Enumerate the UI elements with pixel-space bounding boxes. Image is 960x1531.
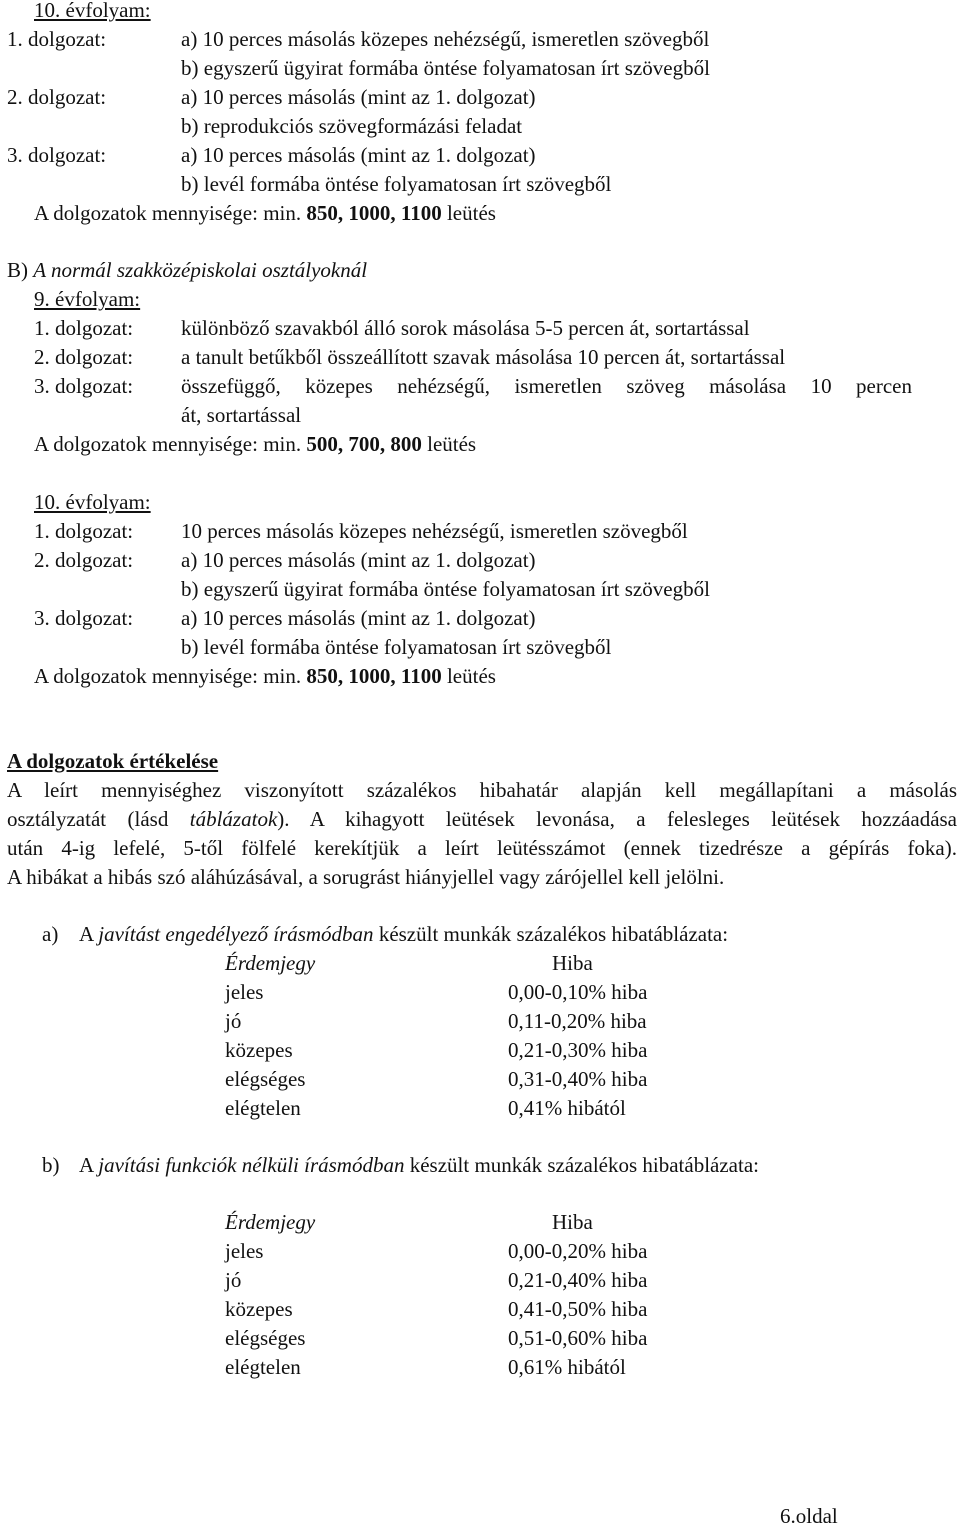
quantity-values: 850, 1000, 1100 <box>306 201 442 225</box>
grade-cell: elégtelen <box>225 1355 301 1379</box>
caption-text: készült munkák százalékos hibatáblázata: <box>404 1153 759 1177</box>
test-label: 2. dolgozat: <box>34 548 134 572</box>
error-cell: 0,51-0,60% hiba <box>508 1326 648 1350</box>
table-a-col-grade: Érdemjegy <box>225 951 316 975</box>
test-description: b) egyszerű ügyirat formába öntése folyamatosan írt szövegből <box>181 56 710 80</box>
grade-cell: elégséges <box>225 1067 306 1091</box>
grade-cell: elégséges <box>225 1326 306 1350</box>
test-description: a) 10 perces másolás közepes nehézségű, ismeretlen szövegből <box>181 27 710 51</box>
error-cell: 0,21-0,40% hiba <box>508 1268 648 1292</box>
grade-cell: elégtelen <box>225 1096 301 1120</box>
error-cell: 0,21-0,30% hiba <box>508 1038 648 1062</box>
grade-cell: jeles <box>225 980 264 1004</box>
test-description-continued: át, sortartással <box>181 403 302 427</box>
error-cell: 0,61% hibától <box>508 1355 626 1379</box>
quantity-prefix: A dolgozatok mennyisége: min. <box>34 432 307 456</box>
quantity-prefix: A dolgozatok mennyisége: min. <box>34 201 307 225</box>
error-cell: 0,11-0,20% hiba <box>508 1009 647 1033</box>
quantity-line <box>34 430 476 459</box>
test-label: 1. dolgozat: <box>34 316 134 340</box>
section-b-title: A normál szakközépiskolai osztályoknál <box>33 258 368 282</box>
test-label: 3. dolgozat: <box>34 374 134 398</box>
table-a-col-error: Hiba <box>552 951 593 975</box>
test-description: b) levél formába öntése folyamatosan írt szövegből <box>181 172 612 196</box>
quantity-line <box>34 199 496 228</box>
table-a-caption <box>79 920 728 949</box>
table-b-marker: b) <box>42 1153 60 1177</box>
evaluation-text: osztályzatát (lásd <box>7 807 190 831</box>
test-description: összefüggő, közepes nehézségű, ismeretlen szöveg másolása 10 percen <box>181 374 912 398</box>
error-cell: 0,41% hibától <box>508 1096 626 1120</box>
test-description: b) egyszerű ügyirat formába öntése folyamatosan írt szövegből <box>181 577 710 601</box>
grade-cell: jó <box>225 1268 242 1292</box>
evaluation-text: ). A kihagyott leütések levonása, a felesleges leütések hozzáadása <box>277 807 958 831</box>
quantity-values: 500, 700, 800 <box>306 432 422 456</box>
quantity-prefix: A dolgozatok mennyisége: min. <box>34 664 307 688</box>
test-description: a) 10 perces másolás (mint az 1. dolgozat) <box>181 143 536 167</box>
evaluation-paragraph-line: A leírt mennyiséghez viszonyított százalékos hibahatár alapján kell megállapítani a másolás <box>7 778 957 802</box>
year-heading-9: 9. évfolyam: <box>34 287 141 311</box>
caption-italic: javítást engedélyező írásmódban <box>98 922 374 946</box>
test-label: 2. dolgozat: <box>7 85 107 109</box>
error-cell: 0,41-0,50% hiba <box>508 1297 648 1321</box>
caption-text: A <box>79 1153 99 1177</box>
test-description: a) 10 perces másolás (mint az 1. dolgozat) <box>181 606 536 630</box>
test-label: 3. dolgozat: <box>34 606 134 630</box>
quantity-values: 850, 1000, 1100 <box>306 664 442 688</box>
error-cell: 0,00-0,10% hiba <box>508 980 648 1004</box>
quantity-suffix: leütés <box>441 201 496 225</box>
test-description: a) 10 perces másolás (mint az 1. dolgozat) <box>181 85 536 109</box>
test-label: 1. dolgozat: <box>7 27 107 51</box>
year-heading-10: 10. évfolyam: <box>34 490 151 514</box>
grade-cell: jó <box>225 1009 242 1033</box>
evaluation-paragraph-line: A hibákat a hibás szó aláhúzásával, a sorugrást hiányjellel vagy zárójellel kell jelölni. <box>7 865 725 889</box>
grade-cell: közepes <box>225 1038 293 1062</box>
test-label: 1. dolgozat: <box>34 519 134 543</box>
evaluation-text-italic: táblázatok <box>189 807 278 831</box>
caption-text: A <box>79 922 99 946</box>
test-label: 3. dolgozat: <box>7 143 107 167</box>
caption-italic: javítási funkciók nélküli írásmódban <box>98 1153 405 1177</box>
evaluation-heading: A dolgozatok értékelése <box>7 749 219 773</box>
quantity-suffix: leütés <box>421 432 477 456</box>
table-b-col-grade: Érdemjegy <box>225 1210 316 1234</box>
test-description: b) reprodukciós szövegformázási feladat <box>181 114 523 138</box>
caption-text: készült munkák százalékos hibatáblázata: <box>373 922 729 946</box>
test-label: 2. dolgozat: <box>34 345 134 369</box>
grade-cell: jeles <box>225 1239 264 1263</box>
page-number: 6.oldal <box>780 1504 838 1528</box>
test-description: a tanult betűkből összeállított szavak másolása 10 percen át, sortartással <box>181 345 786 369</box>
quantity-line <box>34 662 496 691</box>
error-cell: 0,31-0,40% hiba <box>508 1067 648 1091</box>
evaluation-paragraph-line <box>7 805 957 834</box>
evaluation-paragraph-line: után 4-ig lefelé, 5-től fölfelé kerekítjük a leírt leütésszámot (ennek tizedrésze a gépírás foka). <box>7 836 957 860</box>
table-b-col-error: Hiba <box>552 1210 593 1234</box>
year-heading-10-top: 10. évfolyam: <box>34 0 151 22</box>
test-description: a) 10 perces másolás (mint az 1. dolgozat) <box>181 548 536 572</box>
table-b-caption <box>79 1151 759 1180</box>
quantity-suffix: leütés <box>441 664 496 688</box>
grade-cell: közepes <box>225 1297 293 1321</box>
test-description: b) levél formába öntése folyamatosan írt szövegből <box>181 635 612 659</box>
test-description: 10 perces másolás közepes nehézségű, ismeretlen szövegből <box>181 519 688 543</box>
section-b-heading <box>7 256 367 285</box>
test-description: különböző szavakból álló sorok másolása 5-5 percen át, sortartással <box>181 316 750 340</box>
section-b-prefix: B) <box>7 258 34 282</box>
error-cell: 0,00-0,20% hiba <box>508 1239 648 1263</box>
table-a-marker: a) <box>42 922 59 946</box>
